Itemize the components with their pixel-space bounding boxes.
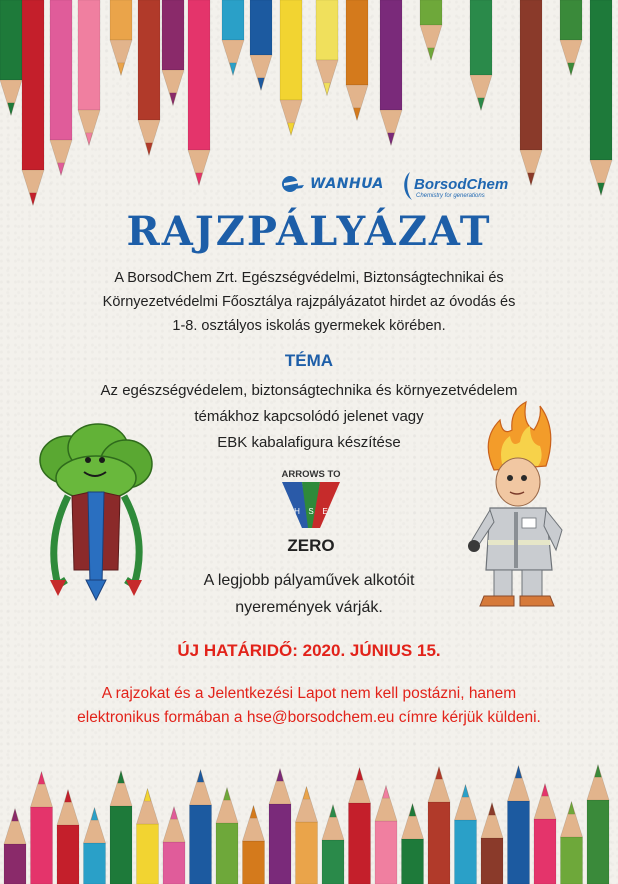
pencil <box>455 785 477 884</box>
borsodchem-logo <box>398 170 509 206</box>
pencil <box>250 0 272 90</box>
pencil <box>138 0 160 155</box>
fire-mascot-drawing <box>460 400 570 620</box>
pencil <box>110 771 132 884</box>
note-line: A rajzokat és a Jelentkezési Lapot nem kell postázni, hanem <box>101 685 517 702</box>
pencil <box>520 0 542 185</box>
hse-letter: H <box>294 507 300 516</box>
theme-line: Az egészségvédelem, biztonságtechnika és környezetvédelem <box>100 382 518 399</box>
pencil <box>296 787 318 884</box>
intro-paragraph <box>60 266 558 338</box>
theme-line: témákhoz kapcsolódó jelenet vagy <box>194 408 424 425</box>
pencil <box>561 802 583 884</box>
pencil <box>375 786 397 884</box>
submission-note <box>20 682 598 730</box>
pencil <box>162 0 184 105</box>
wanhua-mark-icon <box>280 174 306 194</box>
pencil <box>22 0 44 205</box>
pencil <box>346 0 368 120</box>
pencil <box>402 804 424 884</box>
pencil <box>84 808 106 884</box>
intro-line: 1-8. osztályos iskolás gyermekek körében. <box>172 318 446 334</box>
prize-line: nyeremények várják. <box>235 599 383 616</box>
pencil <box>163 807 185 884</box>
pencil <box>590 0 612 195</box>
pencil <box>280 0 302 135</box>
prize-text <box>160 567 458 621</box>
pencil <box>322 805 344 884</box>
arrows-to-text: ARROWS TO <box>281 469 341 480</box>
pencil <box>428 767 450 884</box>
pencil <box>269 769 291 884</box>
pencil <box>316 0 338 95</box>
pencil <box>380 0 402 145</box>
arrows-to-zero-logo <box>280 468 342 562</box>
pencil <box>470 0 492 110</box>
pencil <box>188 0 210 185</box>
pencil <box>190 770 212 884</box>
hse-letter: S <box>308 507 314 516</box>
theme-line: EBK kabalafigura készítése <box>217 434 401 451</box>
theme-heading: TÉMA <box>284 351 334 370</box>
pencil <box>0 0 22 115</box>
pencil <box>560 0 582 75</box>
prize-line: A legjobb pályaművek alkotóit <box>203 572 415 589</box>
intro-line: A BorsodChem Zrt. Egészségvédelmi, Biztonságtechnikai és <box>114 270 504 286</box>
pencil <box>481 803 503 884</box>
intro-line: Környezetvédelmi Főosztálya rajzpályázatot hirdet az óvodás és <box>102 294 516 310</box>
pencil <box>110 0 132 75</box>
pencil <box>137 789 159 884</box>
page-title: RAJZPÁLYÁZAT <box>126 208 492 255</box>
pencil <box>222 0 244 75</box>
bottom-pencils-illustration <box>0 740 618 884</box>
wanhua-logo <box>280 174 384 194</box>
wanhua-text: WANHUA <box>310 176 384 192</box>
note-line: elektronikus formában a hse@borsodchem.eu címre kérjük küldeni. <box>77 709 541 726</box>
pencil <box>78 0 100 145</box>
pencil <box>216 788 238 884</box>
deadline-text: ÚJ HATÁRIDŐ: 2020. JÚNIUS 15. <box>177 641 441 660</box>
pencil <box>508 766 530 884</box>
pencil <box>420 0 442 60</box>
pencil <box>50 0 72 175</box>
tree-mascot-drawing <box>36 420 156 610</box>
borsodchem-tagline: Chemistry for generations <box>416 193 485 199</box>
pencil <box>349 768 371 884</box>
pencil <box>534 784 556 884</box>
hse-letter: E <box>322 507 328 516</box>
pencil <box>57 790 79 884</box>
borsodchem-text: BorsodChem <box>414 176 509 193</box>
pencil <box>31 772 53 884</box>
sponsor-logos <box>280 168 509 208</box>
pencil <box>4 809 26 884</box>
zero-text: ZERO <box>287 536 335 555</box>
pencil <box>587 765 609 884</box>
pencil <box>243 806 265 884</box>
